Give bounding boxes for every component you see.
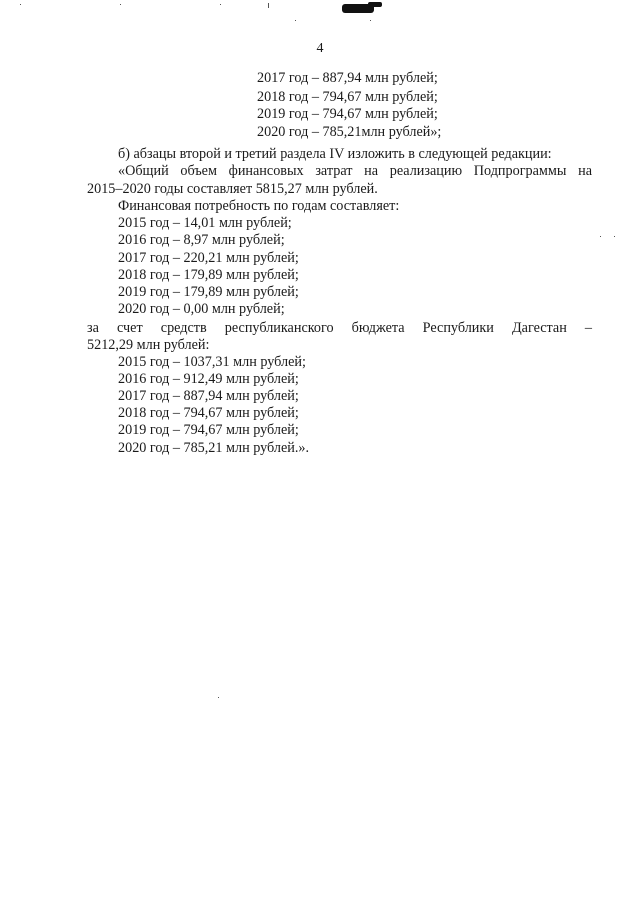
amendment-heading: б) абзацы второй и третий раздела IV изложить в следующей редакции: [118,146,552,162]
quote-line: 2015–2020 годы составляет 5815,27 млн рублей. [87,181,378,197]
quote-line: «Общий объем финансовых затрат на реализацию Подпрограммы на [118,163,592,179]
scan-speck [600,236,601,237]
scan-smudge [368,2,382,7]
budget-line: 5212,29 млн рублей: [87,337,210,353]
list-item: 2017 год – 220,21 млн рублей; [118,250,299,266]
scan-speck [218,697,219,698]
list-item: 2019 год – 794,67 млн рублей; [118,422,299,438]
list-item: 2018 год – 794,67 млн рублей; [118,405,299,421]
list-item: 2016 год – 912,49 млн рублей; [118,371,299,387]
list-item: 2019 год – 179,89 млн рублей; [118,284,299,300]
scan-speck [614,236,615,237]
list-item: 2015 год – 1037,31 млн рублей; [118,354,306,370]
list-item: 2017 год – 887,94 млн рублей; [118,388,299,404]
list-item: 2020 год – 785,21 млн рублей.». [118,440,310,456]
list-item: 2020 год – 0,00 млн рублей; [118,301,285,317]
list-item: 2019 год – 794,67 млн рублей; [257,106,438,122]
scan-speck [20,4,21,5]
list-item: 2016 год – 8,97 млн рублей; [118,232,285,248]
list-item: 2018 год – 794,67 млн рублей; [257,89,438,105]
need-heading: Финансовая потребность по годам составляет: [118,198,400,214]
scan-speck [120,4,121,5]
list-item: 2017 год – 887,94 млн рублей; [257,70,438,86]
budget-line: за счет средств республиканского бюджета Республики Дагестан – [87,320,592,336]
list-item: 2018 год – 179,89 млн рублей; [118,267,299,283]
page-number: 4 [316,41,324,56]
scan-speck [220,4,221,5]
scan-speck [268,3,269,8]
scan-speck [370,20,371,21]
scan-speck [295,20,296,21]
list-item: 2015 год – 14,01 млн рублей; [118,215,292,231]
list-item: 2020 год – 785,21млн рублей»; [257,124,442,140]
